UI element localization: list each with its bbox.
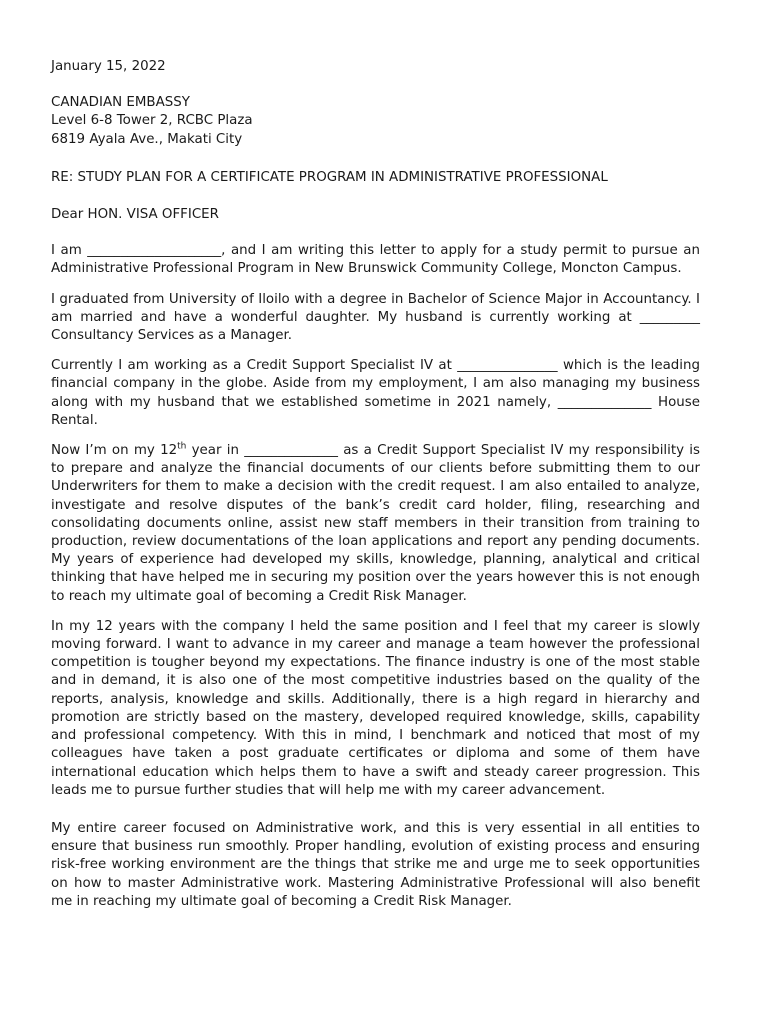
- recipient-block: [51, 94, 700, 149]
- p4-text-start: Now I’m on my 12: [51, 443, 178, 459]
- paragraph-introduction: I am ____________________, and I am writing this letter to apply for a study permit to pursue an Administrative Professional Program in New Brunswick Community College, Moncton Campus.: [51, 243, 700, 277]
- paragraph-responsibilities: [51, 442, 700, 606]
- paragraph-education-family: I graduated from University of Iloilo with a degree in Bachelor of Science Major in Accountancy. I am married and have a wonderful daughter. My husband is currently working at _________ Consultancy Services as a Manager.: [51, 291, 700, 344]
- paragraph-administrative-goal: My entire career focused on Administrative work, and this is very essential in all entities to ensure that business run smoothly. Proper handling, evolution of existing process and ensuring risk-free working environment are the things that strike me and urge me to seek opportunities on how to master Administrative work. Mastering Administrative Professional will also benefit me in reaching my ultimate goal of becoming a Credit Risk Manager.: [51, 820, 700, 909]
- recipient-name: CANADIAN EMBASSY: [51, 95, 190, 111]
- recipient-address-line2: 6819 Ayala Ave., Makati City: [51, 131, 243, 147]
- letter-date: January 15, 2022: [51, 59, 166, 74]
- subject-line: RE: STUDY PLAN FOR A CERTIFICATE PROGRAM IN ADMINISTRATIVE PROFESSIONAL: [51, 169, 608, 185]
- recipient-address-line1: Level 6-8 Tower 2, RCBC Plaza: [51, 113, 253, 129]
- salutation: Dear HON. VISA OFFICER: [51, 207, 219, 223]
- ordinal-superscript: th: [177, 441, 187, 452]
- p4-text-rest: year in ______________ as a Credit Support Specialist IV my responsibility is to prepare and analyze the financial documents of our clients before submitting them to our Underwriters for them to make a decision with the credit request. I am also entailed to analyze, investigate and resolve disputes of the bank’s credit card holder, filing, researching and consolidating documents online, assist new staff members in their transition from training to production, review documentations of the loan applications and report any pending documents. My years of experience had developed my skills, knowledge, planning, analytical and critical thinking that have helped me in securing my position over the years however this is not enough to reach my ultimate goal of becoming a Credit Risk Manager.: [51, 443, 701, 604]
- paragraph-career-motivation: In my 12 years with the company I held the same position and I feel that my career is slowly moving forward. I want to advance in my career and manage a team however the professional competition is tougher beyond my expectations. The finance industry is one of the most stable and in demand, it is also one of the most competitive industries based on the quality of the reports, analysis, knowledge and skills. Additionally, there is a high regard in hierarchy and promotion are strictly based on the mastery, developed required knowledge, skills, capability and professional competency. With this in mind, I benchmark and noticed that most of my colleagues have taken a post graduate certificates or diploma and some of them have international education which helps them to have a swift and steady career progression. This leads me to pursue further studies that will help me with my career advancement.: [51, 618, 700, 798]
- paragraph-current-employment: Currently I am working as a Credit Support Specialist IV at _______________ which is the leading financial company in the globe. Aside from my employment, I am also managing my business along with my husband that we established sometime in 2021 namely, ______________ House Rental.: [51, 358, 700, 428]
